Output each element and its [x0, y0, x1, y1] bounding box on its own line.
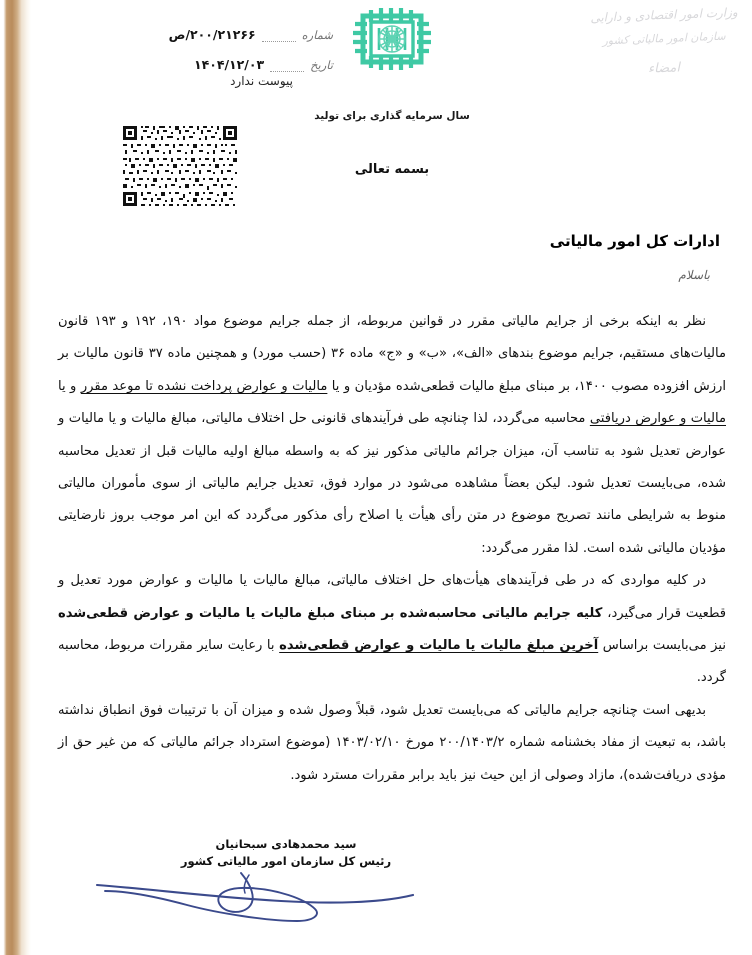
body-paragraph-2: [58, 565, 726, 695]
p1-part-b: و یا: [58, 378, 81, 394]
scan-edge-strip: [0, 0, 22, 955]
letter-body: [58, 306, 726, 792]
qr-code: [119, 122, 241, 210]
p2-part-a: در کلیه مواردی که در طی فرآیندهای هیأت‌های حل اختلاف مالیاتی، مبالغ مالیات یا مالیات و عوارض مورد تعدیل و قطعیت قرار می‌گیرد،: [58, 573, 727, 621]
handwriting-line-2: سازمان امور مالیاتی کشور: [602, 29, 726, 48]
addressee-title: ادارات کل امور مالیاتی: [549, 232, 720, 250]
number-label: شماره: [301, 28, 333, 42]
p1-underline-2: مالیات و عوارض دریافتی: [589, 411, 726, 427]
attachment-note: پیوست ندارد: [230, 74, 293, 88]
signatory-title: رئیس کل سازمان امور مالیاتی کشور: [180, 854, 392, 868]
p2-part-c: با رعایت سایر مقررات مربوط، محاسبه گردد.: [58, 638, 726, 686]
signatory-name: سید محمدهادی سبحانیان: [215, 837, 357, 851]
number-value: ۲۰۰/۲۱۲۶۶/ص: [168, 27, 256, 42]
handwriting-line-1: وزارت امور اقتصادی و دارایی: [590, 5, 738, 25]
body-paragraph-3: بدیهی است چنانچه جرایم مالیاتی که می‌بایست تعدیل شود، قبلاً وصول شده و میزان آن با ترتیبات فوق انطباق نداشته باشد، به تبعیت از مفاد بخشنامه شماره ۲۰۰/۱۴۰۳/۲ مورخ ۱۴۰۳/۰۲/۱۰ (موضوع استرداد جرائم مالیاتی که من غیر حق از مؤدی دریافت‌شده)، مازاد وصولی از این حیث نیز باید برابر مقررات مسترد شود.: [58, 702, 726, 783]
tax-administration-emblem-icon: [349, 6, 435, 72]
scan-edge-gradient: [22, 0, 31, 955]
year-slogan: سال سرمایه گذاری برای تولید: [314, 110, 470, 122]
date-value: ۱۴۰۴/۱۲/۰۳: [193, 57, 265, 72]
handwritten-signature: [91, 855, 421, 930]
header-row-number: [103, 12, 333, 42]
body-paragraph-1: [58, 306, 726, 565]
p2-bold-1: کلیه جرایم مالیاتی محاسبه‌شده بر مبنای مبلغ مالیات یا مالیات و عوارض قطعی‌شده: [58, 605, 603, 621]
p2-part-b: نیز می‌بایست براساس: [598, 638, 727, 654]
header-row-date: [103, 42, 333, 72]
handwritten-header-annotation: [576, 5, 752, 98]
date-label: تاریخ: [310, 58, 333, 72]
p1-underline-1: مالیات و عوارض پرداخت نشده تا موعد مقرر: [80, 378, 328, 394]
document-page: [31, 0, 752, 955]
p1-part-c: محاسبه می‌گردد، لذا چنانچه طی فرآیندهای قانونی حل اختلاف مالیاتی، مبالغ مالیات و یا مالیات و عوارض تعدیل شود به تناسب آن، میزان جرائم مالیاتی مذکور نیز که به واسطه مبالغ اولیه مالیات قبل از تعدیل محاسبه شده، می‌بایست تعدیل شود. لیکن بعضاً مشاهده می‌شود در موارد فوق، تعدیل جرایم مالیاتی از سوی مأموران مالیاتی منوط به شرایطی مانند تصریح موضوع در متن رأی هیأت یا اصلاح رأی مذکور می‌گردد که این امر موجب بروز نارضایتی مؤدیان مالیاتی شده است. لذا مقرر می‌گردد:: [58, 411, 726, 556]
date-dotted-rule: [270, 60, 304, 72]
salutation-text: باسلام: [678, 268, 710, 282]
p2-bold-underlined: آخرین مبلغ مالیات یا مالیات و عوارض قطعی‌شده: [279, 638, 599, 654]
letter-header-fields: [103, 12, 333, 88]
handwriting-line-3: امضاء: [647, 60, 681, 77]
number-dotted-rule: [262, 30, 296, 42]
p1-part-a: نظر به اینکه برخی از جرایم مالیاتی مقرر در قوانین مربوطه، از جمله جرایم موضوع مواد ۱۹۰، ۱۹۲ و ۱۹۳ قانون مالیات‌های مستقیم، جرایم موضوع بندهای «الف»، «ب» و «ج» ماده ۳۶ (حسب مورد) و همچنین ماده ۳۷ قانون مالیات بر ارزش افزوده مصوب ۱۴۰۰، بر مبنای مبلغ مالیات قطعی‌شده مؤدیان و یا: [58, 314, 727, 394]
basmala-text: بسمه تعالی: [354, 162, 430, 177]
